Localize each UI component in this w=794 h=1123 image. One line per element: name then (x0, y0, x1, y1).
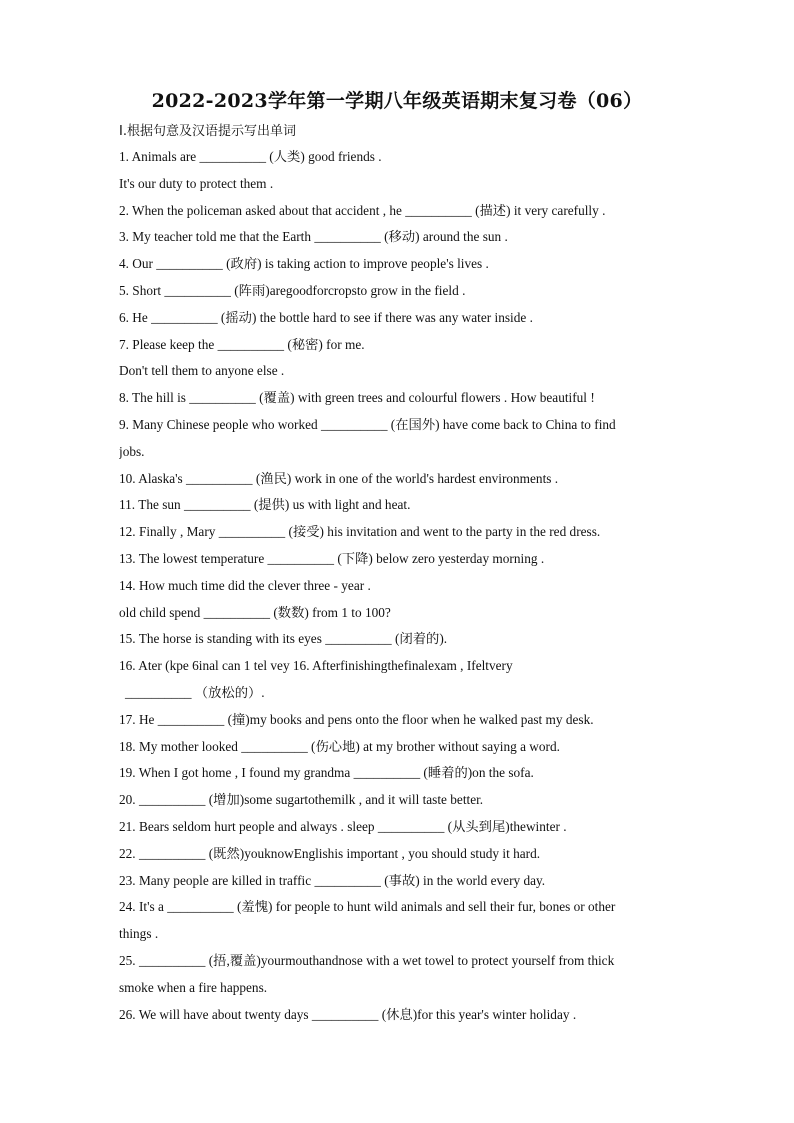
text-line: 20. __________ (增加)some sugartothemilk , and it will taste better. (119, 792, 484, 808)
text-line: 13. The lowest temperature __________ (下降) below zero yesterday morning . (119, 550, 545, 566)
text-line: 14. How much time did the clever three - year . (119, 577, 371, 593)
text-line: 25. __________ (捂,覆盖)yourmouthandnose with a wet towel to protect yourself from thick (119, 952, 615, 968)
text-line: 26. We will have about twenty days __________ (休息)for this year's winter holiday . (119, 1006, 577, 1022)
text-line: 5. Short __________ (阵雨)aregoodforcropsto grow in the field . (119, 282, 466, 298)
text-line: 16. Ater (kpe 6inal can 1 tel vey 16. Afterfinishingthefinalexam , Ifeltvery (119, 658, 513, 674)
text-line: 11. The sun __________ (提供) us with light and heat. (119, 497, 411, 513)
text-line: It's our duty to protect them . (119, 175, 274, 191)
text-line: 15. The horse is standing with its eyes __________ (闭着的). (119, 631, 448, 647)
text-line: 7. Please keep the __________ (秘密) for me. (119, 336, 365, 352)
page-title: 2022-2023学年第一学期八年级英语期末复习卷（06） (151, 90, 643, 112)
text-line: 19. When I got home , I found my grandma __________ (睡着的)on the sofa. (119, 765, 534, 781)
text-line: 3. My teacher told me that the Earth __________ (移动) around the sun . (119, 229, 508, 245)
text-line: 23. Many people are killed in traffic __________ (事故) in the world every day. (119, 872, 546, 888)
text-line: 9. Many Chinese people who worked __________ (在国外) have come back to China to find (119, 416, 616, 432)
text-line: 21. Bears seldom hurt people and always . sleep __________ (从头到尾)thewinter . (119, 818, 567, 834)
text-line: 12. Finally , Mary __________ (接受) his invitation and went to the party in the red dress. (119, 524, 601, 540)
text-line: 6. He __________ (摇动) the bottle hard to see if there was any water inside . (119, 309, 533, 325)
text-line: 24. It's a __________ (羞愧) for people to hunt wild animals and sell their fur, bones or other (119, 899, 616, 915)
text-line: 4. Our __________ (政府) is taking action to improve people's lives . (119, 256, 489, 272)
text-line: 1. Animals are __________ (人类) good friends . (119, 149, 382, 164)
text-line: __________ （放松的）. (125, 684, 265, 700)
section-heading: I.根据句意及汉语提示写出单词 (119, 124, 296, 139)
text-line: Don't tell them to anyone else . (119, 363, 285, 379)
text-line: 10. Alaska's __________ (渔民) work in one of the world's hardest environments . (119, 470, 559, 486)
text-line: things . (119, 926, 159, 942)
text-line: 8. The hill is __________ (覆盖) with green trees and colourful flowers . How beautiful ! (119, 390, 595, 406)
text-line: jobs. (119, 443, 145, 459)
text-line: smoke when a fire happens. (119, 979, 268, 995)
text-line: 18. My mother looked __________ (伤心地) at my brother without saying a word. (119, 738, 560, 754)
text-line: 17. He __________ (撞)my books and pens onto the floor when he walked past my desk. (119, 711, 594, 727)
text-line: 22. __________ (既然)youknowEnglishis important , you should study it hard. (119, 845, 541, 861)
text-line: 2. When the policeman asked about that accident , he __________ (描述) it very carefully . (119, 202, 606, 218)
question-list (119, 144, 719, 1028)
text-line: old child spend __________ (数数) from 1 to 100? (119, 604, 391, 620)
